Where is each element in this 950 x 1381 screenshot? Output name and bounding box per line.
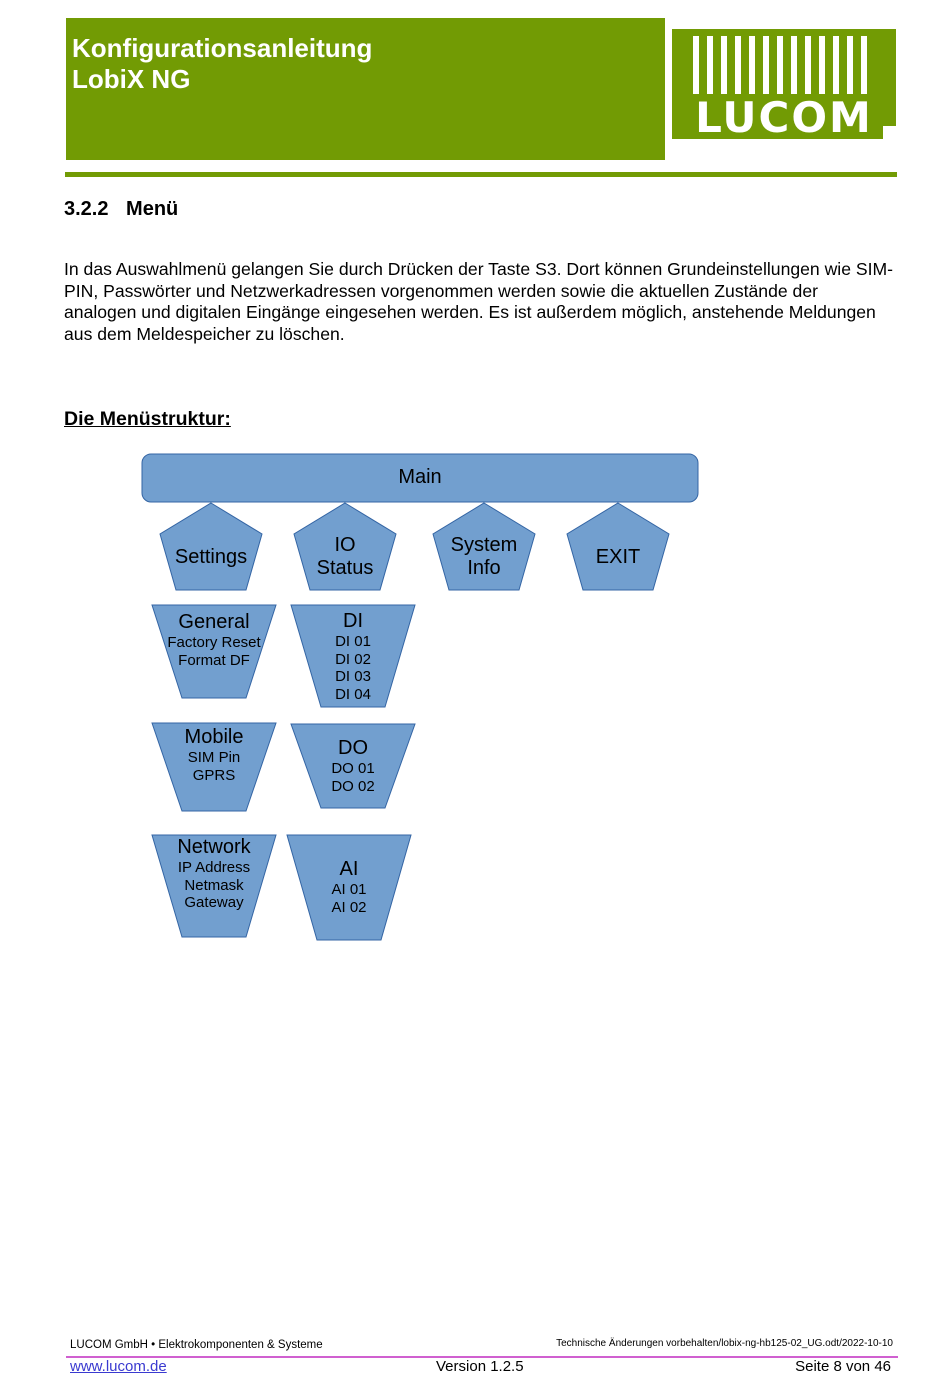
do-node [291, 737, 415, 795]
io-status-line-1: IO [334, 534, 356, 556]
menu-structure-heading: Die Menüstruktur: [64, 408, 231, 430]
di-item: DI 02 [335, 650, 371, 668]
mobile-node [152, 726, 276, 784]
mobile-item: GPRS [192, 766, 236, 784]
section-title: Menü [126, 198, 179, 220]
header-rule [65, 172, 897, 177]
intro-paragraph: In das Auswahlmenü gelangen Sie durch Drücken der Taste S3. Dort können Grundeinstellungen wie SIM-PIN, Passwörter und Netzwerkadressen vorgenommen werden sowie die aktuellen Zustände der analogen und digitalen Eingänge eingesehen werden. Es ist außerdem möglich, anstehende Meldungen aus dem Meldespeicher zu löschen. [64, 259, 894, 345]
lucom-logo [671, 28, 897, 140]
settings-label: Settings [174, 546, 248, 568]
ai-node [287, 858, 411, 916]
network-node [152, 836, 276, 912]
ai-item: AI 02 [331, 898, 367, 916]
network-item: Netmask [184, 876, 244, 894]
di-item: DI 04 [335, 685, 371, 703]
page-number: Seite 8 von 46 [795, 1358, 891, 1375]
section-heading [64, 198, 178, 221]
system-info-line-2: Info [467, 557, 501, 579]
general-item: Factory Reset [167, 634, 261, 651]
di-title: DI [343, 610, 363, 632]
document-version: Version 1.2.5 [436, 1358, 524, 1375]
general-item: Format DF [178, 651, 250, 669]
logo-text: LUCOM [695, 93, 873, 140]
title-line-2: LobiX NG [72, 64, 191, 94]
di-item: DI 03 [335, 668, 371, 685]
system-info-label [433, 534, 535, 580]
network-title: Network [177, 836, 251, 858]
io-status-line-2: Status [316, 557, 374, 579]
mobile-title: Mobile [184, 726, 244, 748]
header-banner [66, 18, 665, 160]
title-line-1: Konfigurationsanleitung [72, 33, 373, 63]
do-title: DO [338, 737, 368, 759]
section-number: 3.2.2 [64, 198, 109, 220]
di-item: DI 01 [335, 633, 371, 650]
main-label: Main [398, 466, 442, 488]
network-item: IP Address [177, 859, 251, 876]
website-link[interactable]: www.lucom.de [70, 1358, 167, 1375]
document-title [72, 33, 372, 95]
footer-company: LUCOM GmbH • Elektrokomponenten & Systeme [70, 1339, 323, 1351]
ai-title: AI [339, 858, 359, 880]
io-status-label [294, 534, 396, 580]
di-node [291, 610, 415, 703]
mobile-item: SIM Pin [187, 749, 241, 766]
exit-label: EXIT [595, 546, 641, 568]
network-item: Gateway [184, 894, 244, 911]
footer-notice: Technische Änderungen vorbehalten/lobix-ng-hb125-02_UG.odt/2022-10-10 [556, 1338, 893, 1349]
do-item: DO 02 [331, 777, 375, 795]
ai-item: AI 01 [331, 881, 367, 898]
general-node [152, 611, 276, 669]
do-item: DO 01 [331, 760, 375, 777]
general-title: General [178, 611, 250, 633]
system-info-line-1: System [450, 534, 518, 556]
